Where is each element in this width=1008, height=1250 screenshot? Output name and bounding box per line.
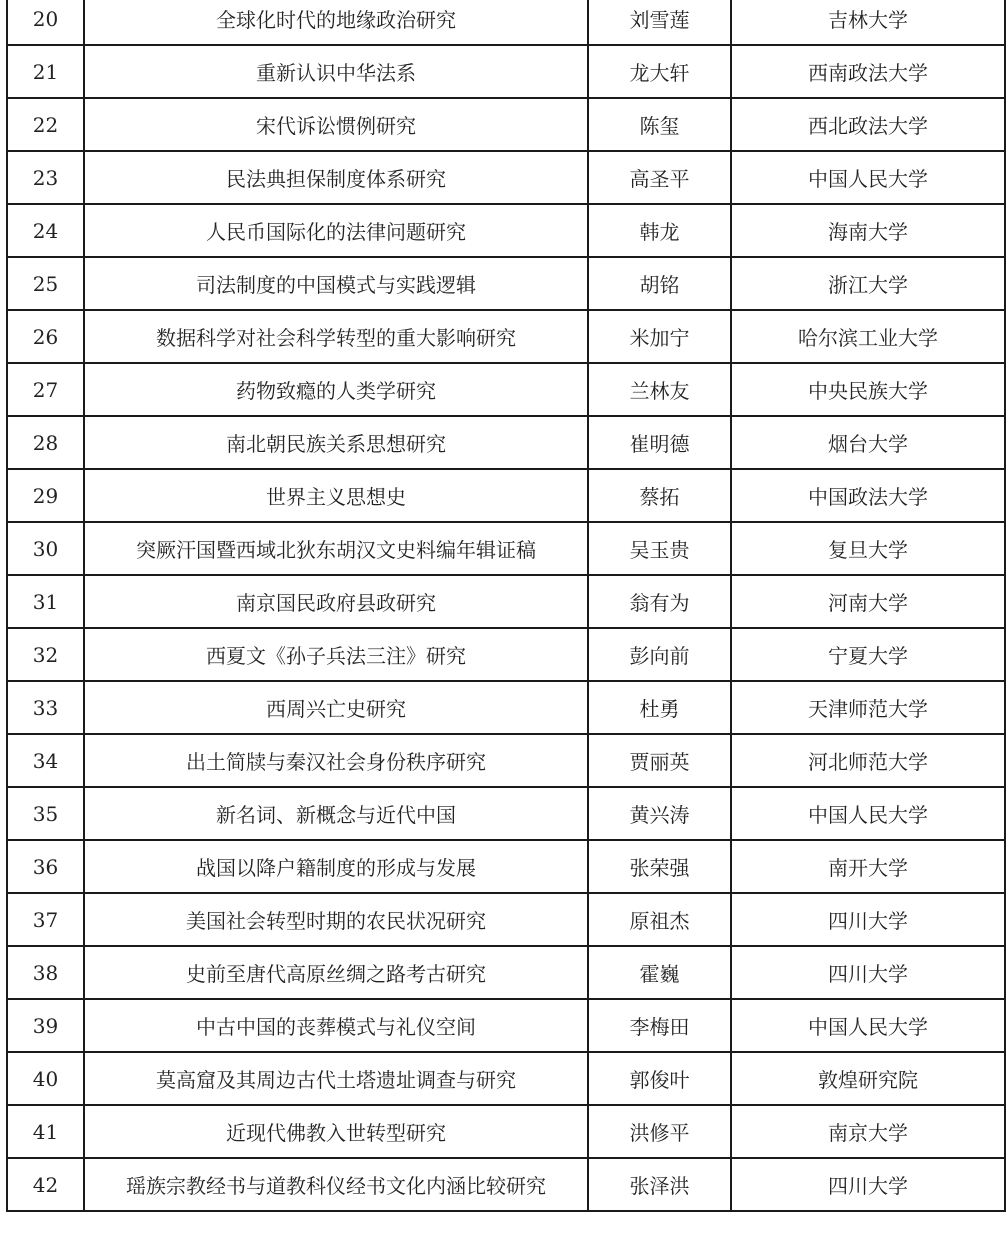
institution-cell: 吉林大学 [731, 0, 1005, 45]
project-title-cell: 近现代佛教入世转型研究 [84, 1105, 588, 1158]
table-row [7, 575, 1005, 628]
table-row [7, 45, 1005, 98]
institution-cell: 南开大学 [731, 840, 1005, 893]
project-title-cell: 南北朝民族关系思想研究 [84, 416, 588, 469]
table-row [7, 681, 1005, 734]
project-table-body [7, 0, 1005, 1211]
row-number-cell: 25 [7, 257, 84, 310]
project-title-cell: 世界主义思想史 [84, 469, 588, 522]
row-number-cell: 20 [7, 0, 84, 45]
principal-investigator-cell: 原祖杰 [588, 893, 731, 946]
table-row [7, 204, 1005, 257]
project-title-cell: 全球化时代的地缘政治研究 [84, 0, 588, 45]
institution-cell: 敦煌研究院 [731, 1052, 1005, 1105]
principal-investigator-cell: 贾丽英 [588, 734, 731, 787]
project-title-cell: 突厥汗国暨西域北狄东胡汉文史料编年辑证稿 [84, 522, 588, 575]
table-row [7, 734, 1005, 787]
principal-investigator-cell: 陈玺 [588, 98, 731, 151]
institution-cell: 复旦大学 [731, 522, 1005, 575]
table-row [7, 257, 1005, 310]
row-number-cell: 33 [7, 681, 84, 734]
institution-cell: 中央民族大学 [731, 363, 1005, 416]
row-number-cell: 36 [7, 840, 84, 893]
principal-investigator-cell: 崔明德 [588, 416, 731, 469]
table-row [7, 999, 1005, 1052]
project-title-cell: 重新认识中华法系 [84, 45, 588, 98]
principal-investigator-cell: 蔡拓 [588, 469, 731, 522]
project-title-cell: 民法典担保制度体系研究 [84, 151, 588, 204]
institution-cell: 中国人民大学 [731, 999, 1005, 1052]
table-row [7, 416, 1005, 469]
principal-investigator-cell: 张泽洪 [588, 1158, 731, 1211]
project-title-cell: 战国以降户籍制度的形成与发展 [84, 840, 588, 893]
institution-cell: 中国人民大学 [731, 787, 1005, 840]
principal-investigator-cell: 翁有为 [588, 575, 731, 628]
project-title-cell: 新名词、新概念与近代中国 [84, 787, 588, 840]
table-row [7, 98, 1005, 151]
principal-investigator-cell: 刘雪莲 [588, 0, 731, 45]
institution-cell: 四川大学 [731, 1158, 1005, 1211]
principal-investigator-cell: 兰林友 [588, 363, 731, 416]
principal-investigator-cell: 张荣强 [588, 840, 731, 893]
project-title-cell: 南京国民政府县政研究 [84, 575, 588, 628]
row-number-cell: 31 [7, 575, 84, 628]
project-title-cell: 司法制度的中国模式与实践逻辑 [84, 257, 588, 310]
table-row [7, 1105, 1005, 1158]
institution-cell: 西南政法大学 [731, 45, 1005, 98]
principal-investigator-cell: 洪修平 [588, 1105, 731, 1158]
principal-investigator-cell: 高圣平 [588, 151, 731, 204]
project-list-container [6, 0, 1004, 1212]
principal-investigator-cell: 胡铭 [588, 257, 731, 310]
principal-investigator-cell: 黄兴涛 [588, 787, 731, 840]
table-row [7, 522, 1005, 575]
project-title-cell: 西周兴亡史研究 [84, 681, 588, 734]
institution-cell: 天津师范大学 [731, 681, 1005, 734]
project-table [6, 0, 1006, 1212]
row-number-cell: 26 [7, 310, 84, 363]
principal-investigator-cell: 李梅田 [588, 999, 731, 1052]
row-number-cell: 32 [7, 628, 84, 681]
principal-investigator-cell: 米加宁 [588, 310, 731, 363]
table-row [7, 840, 1005, 893]
row-number-cell: 38 [7, 946, 84, 999]
project-title-cell: 出土简牍与秦汉社会身份秩序研究 [84, 734, 588, 787]
institution-cell: 宁夏大学 [731, 628, 1005, 681]
row-number-cell: 21 [7, 45, 84, 98]
project-title-cell: 史前至唐代高原丝绸之路考古研究 [84, 946, 588, 999]
principal-investigator-cell: 龙大轩 [588, 45, 731, 98]
table-row [7, 787, 1005, 840]
principal-investigator-cell: 霍巍 [588, 946, 731, 999]
project-title-cell: 西夏文《孙子兵法三注》研究 [84, 628, 588, 681]
table-row [7, 363, 1005, 416]
row-number-cell: 41 [7, 1105, 84, 1158]
table-row [7, 946, 1005, 999]
row-number-cell: 42 [7, 1158, 84, 1211]
institution-cell: 河北师范大学 [731, 734, 1005, 787]
row-number-cell: 40 [7, 1052, 84, 1105]
row-number-cell: 28 [7, 416, 84, 469]
row-number-cell: 39 [7, 999, 84, 1052]
table-row [7, 1158, 1005, 1211]
institution-cell: 西北政法大学 [731, 98, 1005, 151]
principal-investigator-cell: 郭俊叶 [588, 1052, 731, 1105]
row-number-cell: 34 [7, 734, 84, 787]
principal-investigator-cell: 韩龙 [588, 204, 731, 257]
row-number-cell: 27 [7, 363, 84, 416]
project-title-cell: 瑶族宗教经书与道教科仪经书文化内涵比较研究 [84, 1158, 588, 1211]
institution-cell: 中国政法大学 [731, 469, 1005, 522]
principal-investigator-cell: 杜勇 [588, 681, 731, 734]
table-row [7, 151, 1005, 204]
institution-cell: 哈尔滨工业大学 [731, 310, 1005, 363]
row-number-cell: 29 [7, 469, 84, 522]
institution-cell: 四川大学 [731, 946, 1005, 999]
table-row [7, 893, 1005, 946]
project-title-cell: 美国社会转型时期的农民状况研究 [84, 893, 588, 946]
table-row [7, 469, 1005, 522]
institution-cell: 中国人民大学 [731, 151, 1005, 204]
row-number-cell: 23 [7, 151, 84, 204]
institution-cell: 南京大学 [731, 1105, 1005, 1158]
project-title-cell: 宋代诉讼惯例研究 [84, 98, 588, 151]
institution-cell: 河南大学 [731, 575, 1005, 628]
institution-cell: 海南大学 [731, 204, 1005, 257]
row-number-cell: 30 [7, 522, 84, 575]
institution-cell: 浙江大学 [731, 257, 1005, 310]
institution-cell: 四川大学 [731, 893, 1005, 946]
table-row [7, 628, 1005, 681]
table-row [7, 310, 1005, 363]
row-number-cell: 24 [7, 204, 84, 257]
project-title-cell: 莫高窟及其周边古代土塔遗址调查与研究 [84, 1052, 588, 1105]
project-title-cell: 人民币国际化的法律问题研究 [84, 204, 588, 257]
table-row [7, 1052, 1005, 1105]
project-title-cell: 中古中国的丧葬模式与礼仪空间 [84, 999, 588, 1052]
project-title-cell: 数据科学对社会科学转型的重大影响研究 [84, 310, 588, 363]
principal-investigator-cell: 彭向前 [588, 628, 731, 681]
principal-investigator-cell: 吴玉贵 [588, 522, 731, 575]
row-number-cell: 37 [7, 893, 84, 946]
project-title-cell: 药物致瘾的人类学研究 [84, 363, 588, 416]
row-number-cell: 22 [7, 98, 84, 151]
table-row [7, 0, 1005, 45]
institution-cell: 烟台大学 [731, 416, 1005, 469]
row-number-cell: 35 [7, 787, 84, 840]
